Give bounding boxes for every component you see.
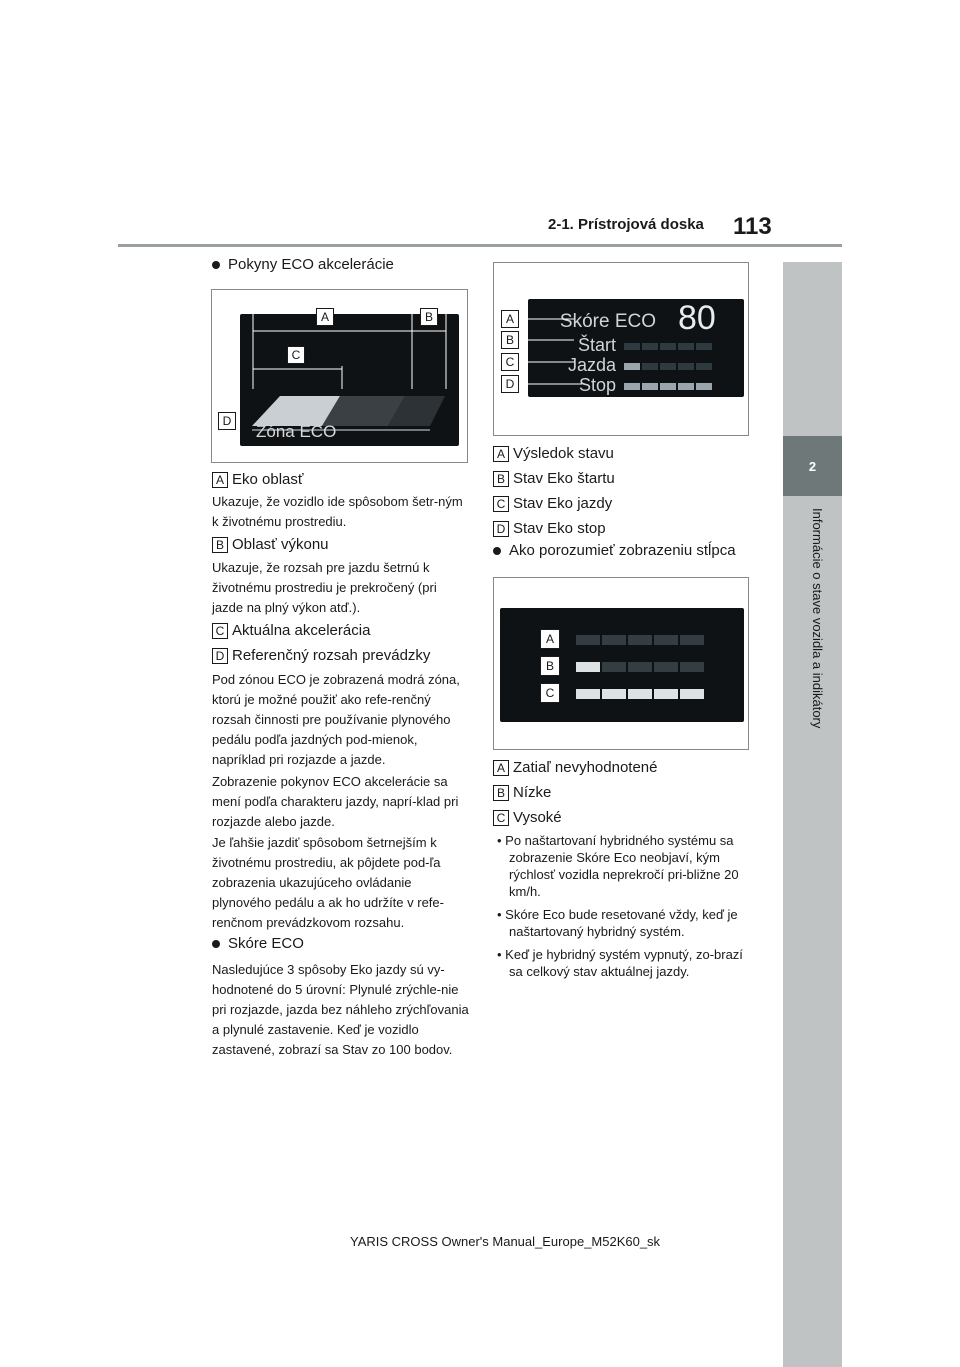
item-a-eco-area (212, 471, 304, 488)
note-item: • Skóre Eco bude resetované vždy, keď je naštartovaný hybridný systém. (497, 907, 738, 939)
item-key: A (493, 760, 509, 776)
item-label: Stav Eko jazdy (513, 495, 613, 512)
item-label: Oblasť výkonu (232, 536, 329, 553)
item-label: Stav Eko stop (513, 520, 606, 537)
eco-guide-screen (240, 314, 459, 446)
note-text: Keď je hybridný systém vypnutý, zo-brazí sa celkový stav aktuálnej jazdy. (505, 947, 743, 979)
callout-lines (494, 263, 750, 437)
eco-score-figure (493, 262, 749, 436)
callout-c: C (540, 683, 560, 703)
item-label: Stav Eko štartu (513, 470, 615, 487)
level-segment (628, 662, 652, 672)
bullet-text: Ako porozumieť zobrazeniu stĺpca (509, 542, 736, 559)
item-label: Nízke (513, 784, 552, 801)
item-a-description: Ukazuje, že vozidlo ide spôsobom šetr-ným k životnému prostrediu. (212, 494, 463, 529)
item-key: B (493, 785, 509, 801)
paragraph-2: Zobrazenie pokynov ECO akcelerácie sa mení podľa charakteru jazdy, naprí-klad pri rozjazde alebo jazde. (212, 774, 459, 829)
bullet-dot (212, 940, 220, 948)
note-item: • Po naštartovaní hybridného systému sa zobrazenie Skóre Eco neobjaví, kým rýchlosť vozidla neprekročí pri-bližne 20 km/h. (497, 833, 739, 899)
paragraph-3: Je ľahšie jazdiť spôsobom šetrnejším k životnému prostrediu, ak pôjdete pod-ľa zobrazenia ukazujúceho ovládanie plynového pedálu a ak ho udržíte v refe-renčnom prevádzkovom rozsahu. (212, 835, 444, 930)
callout-b: B (420, 308, 438, 326)
item-label: Referenčný rozsah prevádzky (232, 647, 431, 664)
level-c-high (493, 805, 657, 830)
paragraph-1: Pod zónou ECO je zobrazená modrá zóna, ktorú je možné použiť ako refe-renčný rozsah činnosti pre používanie plynového pedálu podľa jazdných pod-mienok, napríklad pri rozjazde a jazde. (212, 672, 460, 767)
level-segment (602, 662, 626, 672)
item-key: C (493, 496, 509, 512)
bullet-bar-display (493, 542, 736, 559)
item-label: Aktuálna akcelerácia (232, 622, 371, 639)
level-segment (680, 689, 704, 699)
level-segment (654, 635, 678, 645)
section-title: 2-1. Prístrojová doska (548, 216, 704, 233)
level-segment (628, 689, 652, 699)
bullet-text: Pokyny ECO akcelerácie (228, 256, 394, 273)
item-key: D (212, 648, 228, 664)
eco-score-title: Skóre ECO (559, 311, 656, 332)
header-rule (118, 244, 842, 247)
item-label: Zatiaľ nevyhodnotené (513, 759, 658, 776)
callout-c: C (287, 346, 305, 364)
note-text: Po naštartovaní hybridného systému sa zobrazenie Skóre Eco neobjaví, kým rýchlosť vozidla neprekročí pri-bližne 20 km/h. (505, 833, 739, 899)
eco-guide-figure (211, 289, 468, 463)
level-segment (576, 662, 600, 672)
side-tab-bar (783, 262, 842, 1367)
item-key: D (493, 521, 509, 537)
level-bars (576, 608, 706, 722)
item-key: A (493, 446, 509, 462)
level-b-low (493, 780, 657, 805)
callout-a: A (540, 629, 560, 649)
item-key: A (212, 472, 228, 488)
level-a-not-evaluated (493, 755, 657, 780)
score-items-list (493, 441, 615, 541)
bar-display-screen (500, 608, 744, 722)
item-label: Výsledok stavu (513, 445, 614, 462)
level-segment (680, 662, 704, 672)
bullet-text: Skóre ECO (228, 935, 304, 952)
item-key: C (212, 623, 228, 639)
bar-display-figure (493, 577, 749, 750)
callout-c: C (501, 353, 519, 371)
chapter-number: 2 (783, 436, 842, 496)
item-label: Eko oblasť (232, 471, 304, 488)
bullet-dot (212, 261, 220, 269)
callout-a: A (501, 310, 519, 328)
level-segment (602, 635, 626, 645)
level-segment (602, 689, 626, 699)
eco-start-label: Štart (577, 335, 616, 355)
callout-d: D (218, 412, 236, 430)
bullet-eco-score (212, 935, 304, 952)
callout-b: B (540, 656, 560, 676)
levels-list (493, 755, 657, 830)
item-key: C (493, 810, 509, 826)
level-segment (654, 689, 678, 699)
paragraph-4: Nasledujúce 3 spôsoby Eko jazdy sú vy-hodnotené do 5 úrovní: Plynulé zrýchle-nie pri rozjazde, jazda bez náhleho zrýchľovania a plynulé zastavenie. Keď je vozidlo zastavené, zobrazí sa Stav zo 100 bodov. (212, 962, 469, 1057)
level-segment (576, 689, 600, 699)
chapter-title: Informácie o stave vozidla a indikátory (810, 508, 825, 729)
level-segment (654, 662, 678, 672)
bullet-eco-acceleration (212, 256, 394, 273)
notes-list (493, 832, 755, 980)
page-number: 113 (733, 213, 772, 240)
level-segment (576, 635, 600, 645)
item-key: B (493, 471, 509, 487)
item-d-stop-status (493, 516, 615, 541)
callout-d: D (501, 375, 519, 393)
level-segment (680, 635, 704, 645)
item-b-start-status (493, 466, 615, 491)
eco-zone-label: Zóna ECO (256, 422, 337, 441)
eco-stop-label: Stop (578, 375, 616, 395)
item-b-power-area (212, 536, 329, 553)
footer-text: YARIS CROSS Owner's Manual_Europe_M52K60_sk (350, 1234, 661, 1249)
item-c-current-acceleration (212, 622, 370, 639)
item-b-description: Ukazuje, že rozsah pre jazdu šetrnú k životnému prostrediu je prekročený (pri jazde na plný výkon atď.). (212, 560, 437, 615)
eco-score-value: 80 (678, 299, 716, 337)
note-item: • Keď je hybridný systém vypnutý, zo-brazí sa celkový stav aktuálnej jazdy. (497, 947, 743, 979)
bullet-dot (493, 547, 501, 555)
callout-a: A (316, 308, 334, 326)
item-key: B (212, 537, 228, 553)
item-c-drive-status (493, 491, 615, 516)
item-d-reference-range (212, 647, 430, 664)
item-a-result (493, 441, 615, 466)
note-text: Skóre Eco bude resetované vždy, keď je naštartovaný hybridný systém. (505, 907, 738, 939)
item-label: Vysoké (513, 809, 562, 826)
callout-b: B (501, 331, 519, 349)
level-segment (628, 635, 652, 645)
eco-drive-label: Jazda (567, 355, 616, 375)
